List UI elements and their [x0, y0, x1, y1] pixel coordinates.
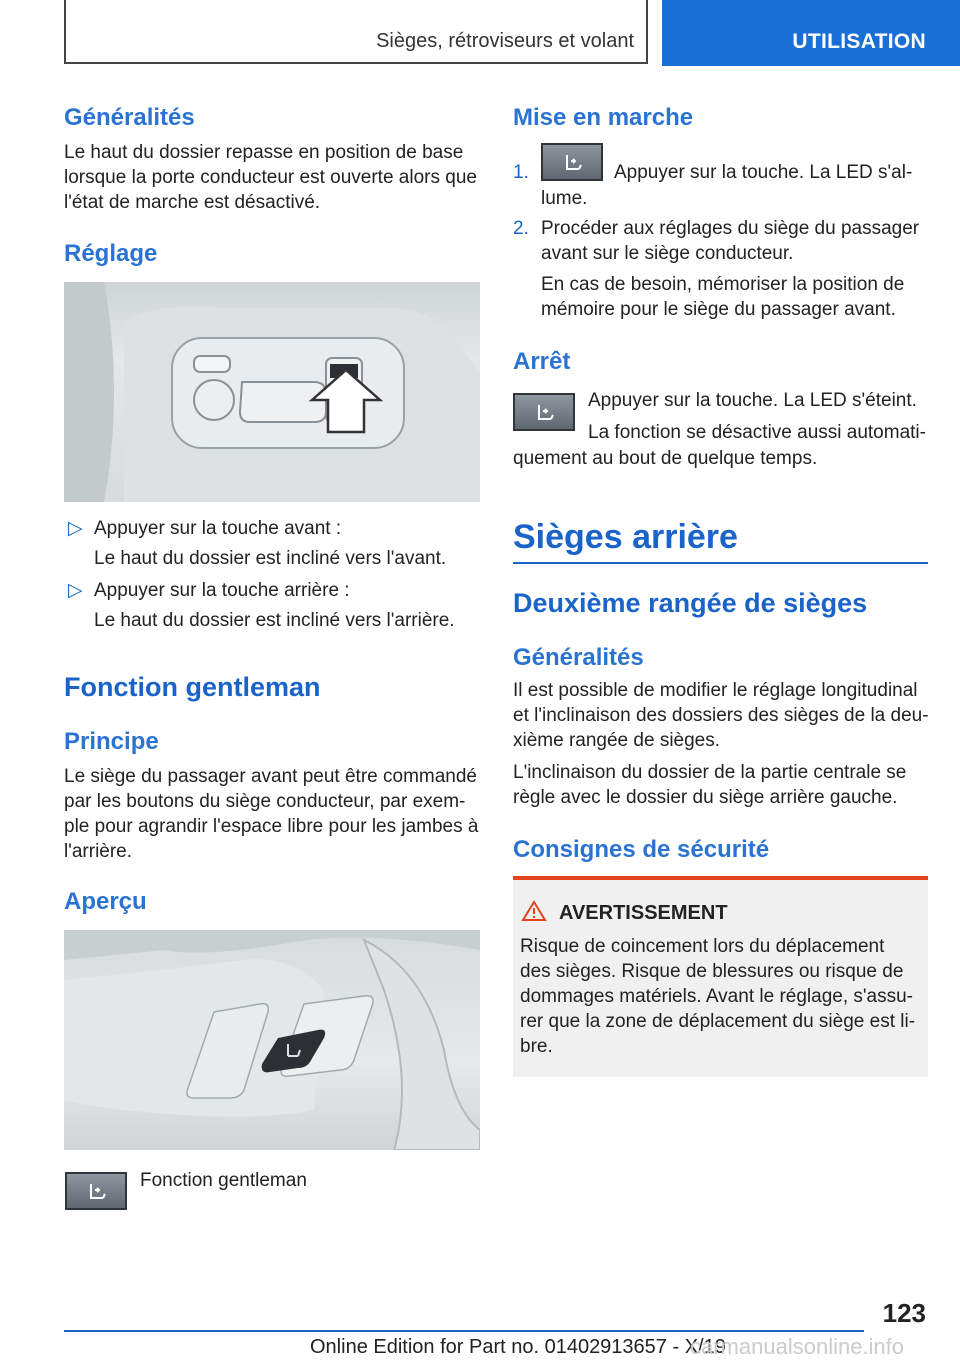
heading-principe: Principe: [64, 728, 159, 755]
seat-button-icon: [65, 1172, 127, 1210]
heading-generalites-2: Généralités: [513, 644, 644, 671]
heading-mise-en-marche: Mise en marche: [513, 104, 694, 131]
page-number: 123: [882, 1298, 926, 1328]
footer-watermark: carmanualsonline.info: [690, 1334, 905, 1359]
step-text: Procéder aux réglages du siège du passager avant sur le siège conducteur. En cas de besoin, mémoriser la position de mémoire pour le siège du passager avant.: [541, 218, 920, 320]
header-section-title: Sièges, rétroviseurs et volant: [376, 30, 634, 52]
heading-generalites: Généralités: [64, 104, 195, 131]
section-divider: [513, 562, 928, 564]
heading-apercu: Aperçu: [64, 888, 147, 915]
seat-control-photo: [64, 282, 480, 502]
step-number: 1.: [513, 162, 529, 183]
heading-arret: Arrêt: [513, 348, 571, 375]
heading-reglage: Réglage: [64, 240, 158, 267]
footer-line: [64, 1330, 864, 1332]
warning-title: AVERTISSEMENT: [559, 902, 728, 924]
warning-triangle-icon: [521, 900, 547, 922]
arret-text: quement au bout de quelque temps.: [513, 448, 818, 469]
seat-button-icon: [541, 143, 603, 181]
step-text: Appuyer sur la touche. La LED s'al-: [614, 162, 913, 183]
arret-text: Appuyer sur la touche. La LED s'éteint.: [588, 390, 917, 411]
heading-consignes: Consignes de sécurité: [513, 836, 770, 863]
warning-text: Risque de coincement lors du déplacement des sièges. Risque de blessures ou risque de dommages matériels. Avant le réglage, s'assu- rer que la zone de déplacement du siège est li- bre.: [520, 936, 916, 1057]
principe-text: Le siège du passager avant peut être commandé par les boutons du siège conducteur, par exem- ple pour agrandir l'espace libre pour les jambes à l'arrière.: [64, 766, 479, 862]
step-number: 2.: [513, 218, 529, 239]
generalites-2-text: Il est possible de modifier le réglage longitudinal et l'inclinaison des dossiers des sièges de la deu- xième rangée de sièges. L'inclinaison du dossier de la partie centrale se règle avec le dossier du siège arrière gauche.: [513, 680, 929, 808]
seat-button-icon: [513, 393, 575, 431]
triangle-bullet-icon: ▷: [68, 518, 83, 539]
warning-box: [513, 880, 928, 1077]
step-text: lume.: [541, 188, 588, 209]
header-tab-label: UTILISATION: [792, 30, 926, 53]
heading-sieges-arriere: Sièges arrière: [513, 518, 738, 556]
heading-deuxieme-rangee: Deuxième rangée de sièges: [513, 588, 868, 618]
heading-gentleman: Fonction gentleman: [64, 672, 321, 702]
door-panel-photo: [64, 930, 480, 1150]
header-tab: [662, 0, 960, 66]
footer-edition: Online Edition for Part no. 01402913657 - X/19: [310, 1336, 726, 1358]
icon-caption: Fonction gentleman: [140, 1170, 307, 1191]
arret-text: La fonction se désactive aussi automati-: [588, 422, 926, 443]
generalites-text: Le haut du dossier repasse en position de base lorsque la porte conducteur est ouverte alors que l'état de marche est désactivé.: [64, 142, 477, 213]
triangle-bullet-icon: ▷: [68, 580, 83, 601]
